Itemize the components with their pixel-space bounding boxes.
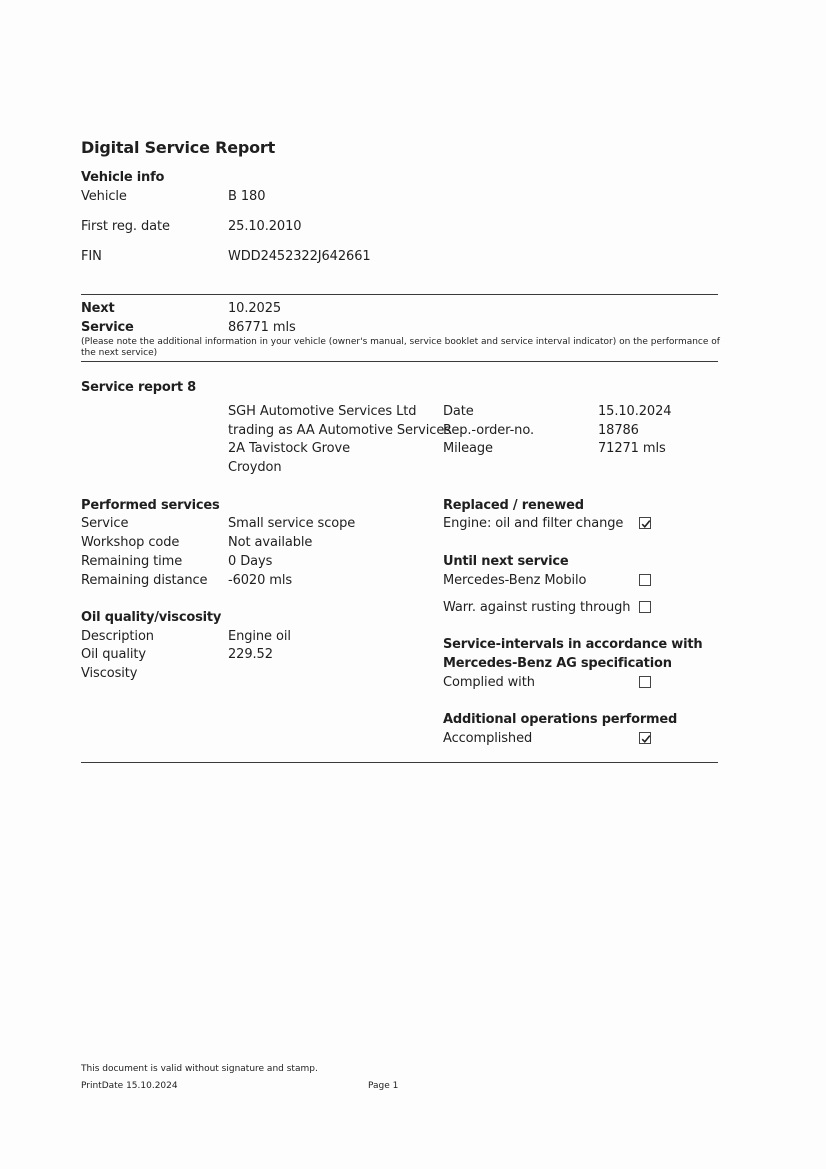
service-report-heading: Service report 8	[81, 380, 197, 395]
divider	[81, 361, 718, 362]
page-title: Digital Service Report	[81, 138, 276, 157]
workshop-address-line: 2A Tavistock Grove	[228, 441, 350, 456]
complied-with-label: Complied with	[443, 675, 535, 690]
rep-order-no-value: 18786	[598, 423, 639, 438]
print-date: PrintDate 15.10.2024	[81, 1081, 178, 1091]
workshop-address-line: SGH Automotive Services Ltd	[228, 404, 417, 419]
service-intervals-heading-line2: Mercedes-Benz AG specification	[443, 656, 672, 671]
first-reg-date-label: First reg. date	[81, 219, 170, 234]
replaced-heading: Replaced / renewed	[443, 498, 584, 513]
rep-order-no-label: Rep.-order-no.	[443, 423, 534, 438]
mobilo-checkbox[interactable]	[639, 574, 651, 586]
mobilo-label: Mercedes-Benz Mobilo	[443, 573, 587, 588]
remaining-time-value: 0 Days	[228, 554, 273, 569]
fin-value: WDD2452322J642661	[228, 249, 371, 264]
oil-heading: Oil quality/viscosity	[81, 610, 222, 625]
report-date-value: 15.10.2024	[598, 404, 672, 419]
accomplished-label: Accomplished	[443, 731, 533, 746]
remaining-distance-value: -6020 mls	[228, 573, 293, 588]
next-service-label-line2: Service	[81, 320, 134, 335]
oil-description-value: Engine oil	[228, 629, 291, 644]
page-number: Page 1	[368, 1081, 399, 1091]
mileage-value: 71271 mls	[598, 441, 666, 456]
vehicle-label: Vehicle	[81, 189, 127, 204]
workshop-address-line: Croydon	[228, 460, 282, 475]
service-intervals-heading: Service-intervals in accordance with	[443, 637, 703, 652]
vehicle-value: B 180	[228, 189, 266, 204]
remaining-distance-label: Remaining distance	[81, 573, 208, 588]
divider	[81, 294, 718, 295]
fin-label: FIN	[81, 249, 102, 264]
until-next-service-heading: Until next service	[443, 554, 569, 569]
workshop-code-label: Workshop code	[81, 535, 180, 550]
next-service-label-line1: Next	[81, 301, 115, 316]
accomplished-checkbox[interactable]	[639, 732, 651, 744]
vehicle-info-heading: Vehicle info	[81, 170, 165, 185]
remaining-time-label: Remaining time	[81, 554, 183, 569]
next-service-note: (Please note the additional information in your vehicle (owner's manual, service booklet and service interval indicator) on the performance of the next service)	[81, 337, 720, 358]
service-value: Small service scope	[228, 516, 356, 531]
service-label: Service	[81, 516, 129, 531]
next-service-mileage: 86771 mls	[228, 320, 296, 335]
mileage-label: Mileage	[443, 441, 493, 456]
complied-with-checkbox[interactable]	[639, 676, 651, 688]
first-reg-date-value: 25.10.2010	[228, 219, 302, 234]
report-date-label: Date	[443, 404, 474, 419]
divider	[81, 762, 718, 763]
oil-description-label: Description	[81, 629, 154, 644]
oil-quality-value: 229.52	[228, 647, 273, 662]
oil-filter-change-label: Engine: oil and filter change	[443, 516, 624, 531]
viscosity-label: Viscosity	[81, 666, 138, 681]
next-service-date: 10.2025	[228, 301, 282, 316]
workshop-code-value: Not available	[228, 535, 313, 550]
rust-warranty-checkbox[interactable]	[639, 601, 651, 613]
workshop-address-line: trading as AA Automotive Services	[228, 423, 451, 438]
checkmark-icon	[640, 733, 652, 745]
oil-filter-change-checkbox[interactable]	[639, 517, 651, 529]
rust-warranty-label: Warr. against rusting through	[443, 600, 631, 615]
performed-services-heading: Performed services	[81, 498, 220, 513]
validity-note: This document is valid without signature and stamp.	[81, 1064, 318, 1074]
additional-operations-heading: Additional operations performed	[443, 712, 678, 727]
oil-quality-label: Oil quality	[81, 647, 146, 662]
checkmark-icon	[640, 518, 652, 530]
